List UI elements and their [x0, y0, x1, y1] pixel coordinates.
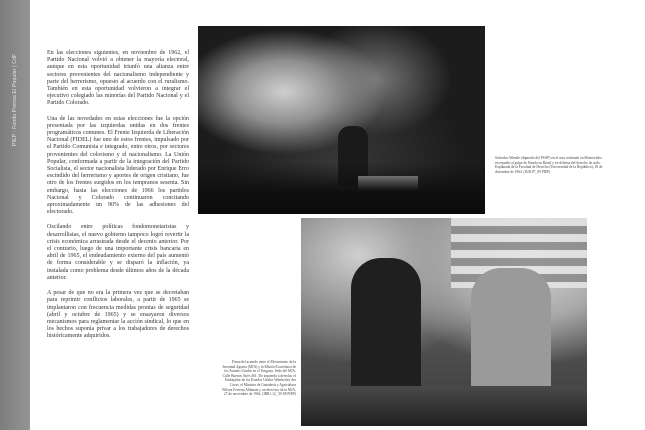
photo-agreement-signing [301, 218, 587, 426]
caption-bottom-photo: Firma del acuerdo entre el Movimiento de la Juventud Agraria (MJA) y la Misión Económica de los Estados Unidos en el Uruguay. Sede del MJA, Calle Buenos Aires 461. De izquierda a derecha: el Embajador de los Estados Unidos Wimberley des Coers, el Ministro de Ganadería y Agricultura Wilson Ferreira Aldunate y un directivo de la MJA, 27 de noviembre de 1964. (IBR1.12_ 59.88 PIEP) [222, 360, 297, 397]
signing-table [301, 386, 587, 426]
paragraph-2: Una de las novedades en estas elecciones fue la opción presentada por las izquierdas unidas en dos frentes programáticos comunes. El Frente Izquierda de Liberación Nacional (FIDEL) fue uno de estos frentes, impulsado por el Partido Comunista e integrado, entre otros, por sectores provenientes del colorismo y el nacionalismo. La Unión Popular, conformada a partir de la integración del Partido Socialista, el sector nacionalista liderado por Enrique Erro escindido del herrerismo y aportes de origen cristiano, fue otro de los frentes surgidos en los tempranos sesenta. Sin embargo, hasta las elecciones de 1966 los partidos Nacional y Colorado continuaron concitando aproximadamente un 90% de las adhesiones del electorado. [47, 115, 189, 216]
photo-allende-rally [198, 26, 485, 214]
paragraph-3: Oscilando entre políticas fondomonetaristas y desarrollistas, el nuevo gobierno tampoco logró revertir la crisis económica arrastrada desde el decenio anterior. Por el contrario, luego de una importante crisis bancaria en abril de 1965, el endeudamiento externo del país aumentó de forma considerable y se disparó la inflación, ya instalada como problema desde últimos años de la década anterior. [47, 224, 189, 281]
sidebar-strip [0, 0, 30, 430]
paragraph-1: En las elecciones siguientes, en noviembre de 1962, el Partido Nacional volvió a obtener la mayoría electoral, aunque en esta oportunidad triunfó una alianza entre sectores provenientes del nacionalismo independiente y parte del herrerismo, opuesto al acuerdo con el ruralismo. También en esta oportunidad volvieron a integrar el ejecutivo colegiado las minorías del Partido Nacional y el Partido Colorado. [47, 50, 189, 107]
crowd [198, 162, 485, 214]
body-text-column [47, 50, 189, 349]
photo-credit-vertical: PIEP - Fondo Prensa El Popular | CdF [12, 53, 18, 147]
paragraph-4: A pesar de que no era la primera vez que se decretaban para reprimir conflictos laborales, a partir de 1965 se implantaron con frecuencia medidas prontas de seguridad (abril y octubre de 1965) y se ensayaron diversos mecanismos para reglamentar la acción sindical, lo que en los hechos suponía privar a los trabajadores de derechos históricamente adquiridos. [47, 290, 189, 340]
caption-top-photo: Salvador Allende (diputado del PSAP) en el acto realizado en Montevideo en repudio al golpe de Estado en Brasil y en defensa del derecho de asilo. Explanada de la Facultad de Derecho (Universidad de la República), 18 de diciembre de 1964. (IGB.07_09 PIEP) [495, 156, 603, 174]
